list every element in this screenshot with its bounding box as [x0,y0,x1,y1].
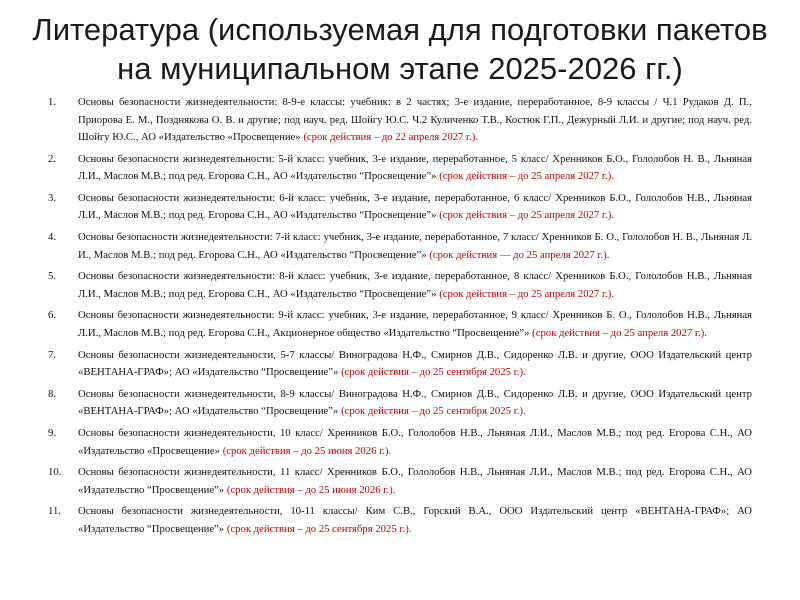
list-item-number: 5. [48,270,57,283]
list-item-number: 9. [48,427,57,439]
list-item-text: Основы безопасности жизнедеятельности: 7-й класс: учебник, 3-е издание, переработанное, 7 класс/ Хренников Б. О., Гололобов Н. В., Льняная Л. И., Маслов М.В.; под ред. Егорова С.Н., АО «Издательство “Просвещение”» [78,231,752,261]
list-item-number: 1. [48,96,57,108]
validity-period: (срок действия – до 22 апреля 2027 г.). [303,131,479,143]
list-item-text: Основы безопасности жизнедеятельности, 11 класс/ Хренников Б.О., Гололобов Н.В., Льняная Л.И., Маслов М.В.; под ред. Егорова С.Н., АО «Издательство “Просвещение”» [78,466,752,496]
list-item-text: Основы безопасности жизнедеятельности, 8-9 классы/ Виноградова Н.Ф., Смирнов Д.В., Сидоренко Л.В. и другие, ООО Издательский центр «ВЕНТАНА-ГРАФ»; АО «Издательство “Просвещение”» [78,387,752,418]
list-item-number: 11. [48,505,61,518]
validity-period: (срок действия – до 25 июня 2026 г.). [222,444,392,457]
validity-period: (срок действия – до 25 апреля 2027 г.). [439,170,614,183]
list-item-number: 7. [48,348,57,361]
list-item-text: Основы безопасности жизнедеятельности, 5-7 классы/ Виноградова Н.Ф., Смирнов Д.В., Сидоренко Л.В. и другие, ООО Издательский центр «ВЕНТАНА-ГРАФ»; АО «Издательство “Просвещение”» [78,348,752,379]
list-item [0,347,800,382]
literature-list [0,94,800,543]
list-item [0,464,800,499]
list-item-number: 3. [48,191,57,204]
page-title [20,10,780,88]
list-item-text: Основы безопасности жизнедеятельности: 6-й класс: учебник, 3-е издание, переработанное, 6 класс/ Хренников Б.О., Гололобов Н.В., Льняная Л.И., Маслов М.В.; под ред. Егорова С.Н., АО «Издательство “Просвещение”» [78,191,752,222]
list-item [0,307,800,342]
list-item-text: Основы безопасности жизнедеятельности: 9-й класс: учебник, 3-е издание, переработанное, 9 класс/ Хренников Б. О., Гололобов Н.В., Льняная Л.И., Маслов М.В.; под ред. Егорова С.Н., Акционерное общество «Издательство “Просвещение”» [78,309,752,339]
list-item-text: Основы безопасности жизнедеятельности, 10 класс/ Хренников Б.О., Гололобов Н.В., Льняная Л.И., Маслов М.В.; под ред. Егорова С.Н., АО «Издательство «Просвещение» [78,427,752,457]
list-item-number: 6. [48,309,57,322]
list-item [0,386,800,421]
validity-period: (срок действия — до 25 апреля 2027 г.). [429,248,610,261]
validity-period: (срок действия – до 25 апреля 2027 г.). [439,209,614,222]
list-item-text: Основы безопасности жизнедеятельности: 8-й класс: учебник, 3-е издание, переработанное, 8 класс/ Хренников Б.О., Гололобов Н.В., Льняная Л.И., Маслов М.В.; под ред. Егорова С.Н., АО «Издательство “Просвещение”» [78,270,752,300]
list-item [0,190,800,225]
validity-period: (срок действия – до 25 апреля 2027 г.). [532,326,707,339]
list-item-number: 8. [48,387,57,400]
list-item-number: 4. [48,231,57,244]
title-line-1: Литература (используемая для подготовки пакетов [32,12,768,47]
list-item [0,503,800,538]
list-item-text: Основы безопасности жизнедеятельности, 10-11 классы/ Ким С.В., Горский В.А., ООО Издательский центр «ВЕНТАНА-ГРАФ»; АО «Издательство “Просвещение”» [78,505,752,535]
list-item [0,268,800,303]
validity-period: (срок действия – до 25 сентября 2025 г.). [341,366,526,379]
list-item [0,151,800,186]
validity-period: (срок действия – до 25 апреля 2027 г.). [439,287,614,300]
list-item-number: 10. [48,466,62,479]
title-line-2: на муниципальном этапе 2025-2026 гг.) [117,51,683,86]
list-item [0,94,800,147]
list-item [0,425,800,460]
list-item-number: 2. [48,152,57,165]
validity-period: (срок действия – до 25 сентября 2025 г.). [226,522,412,535]
validity-period: (срок действия – до 25 июня 2026 г.). [226,483,396,496]
list-item-text: Основы безопасности жизнедеятельности: 5-й класс: учебник, 3-е издание, переработанное, 5 класс/ Хренников Б.О., Гололобов Н. В., Льняная Л.И., Маслов М.В.; под ред. Егорова С.Н., АО «Издательство “Просвещение”» [78,152,752,183]
list-item-text: Основы безопасности жизнедеятельности: 8-9-е классы: учебник: в 2 частях; 3-е издание, переработанное, 8-9 классы / Ч.1 Рудаков Д. П., Приорова Е. М., Позднякова О. В. и другие; под науч. ред. Шойгу Ю.С. Ч.2 Куличенко Т.В., Костюк Г.П., Дежурный Л.И. и другие; под науч. ред. Шойгу Ю.С., АО «Издательство «Просвещение» [78,96,752,143]
validity-period: (срок действия – до 25 сентября 2025 г.). [341,405,526,418]
list-item [0,229,800,264]
